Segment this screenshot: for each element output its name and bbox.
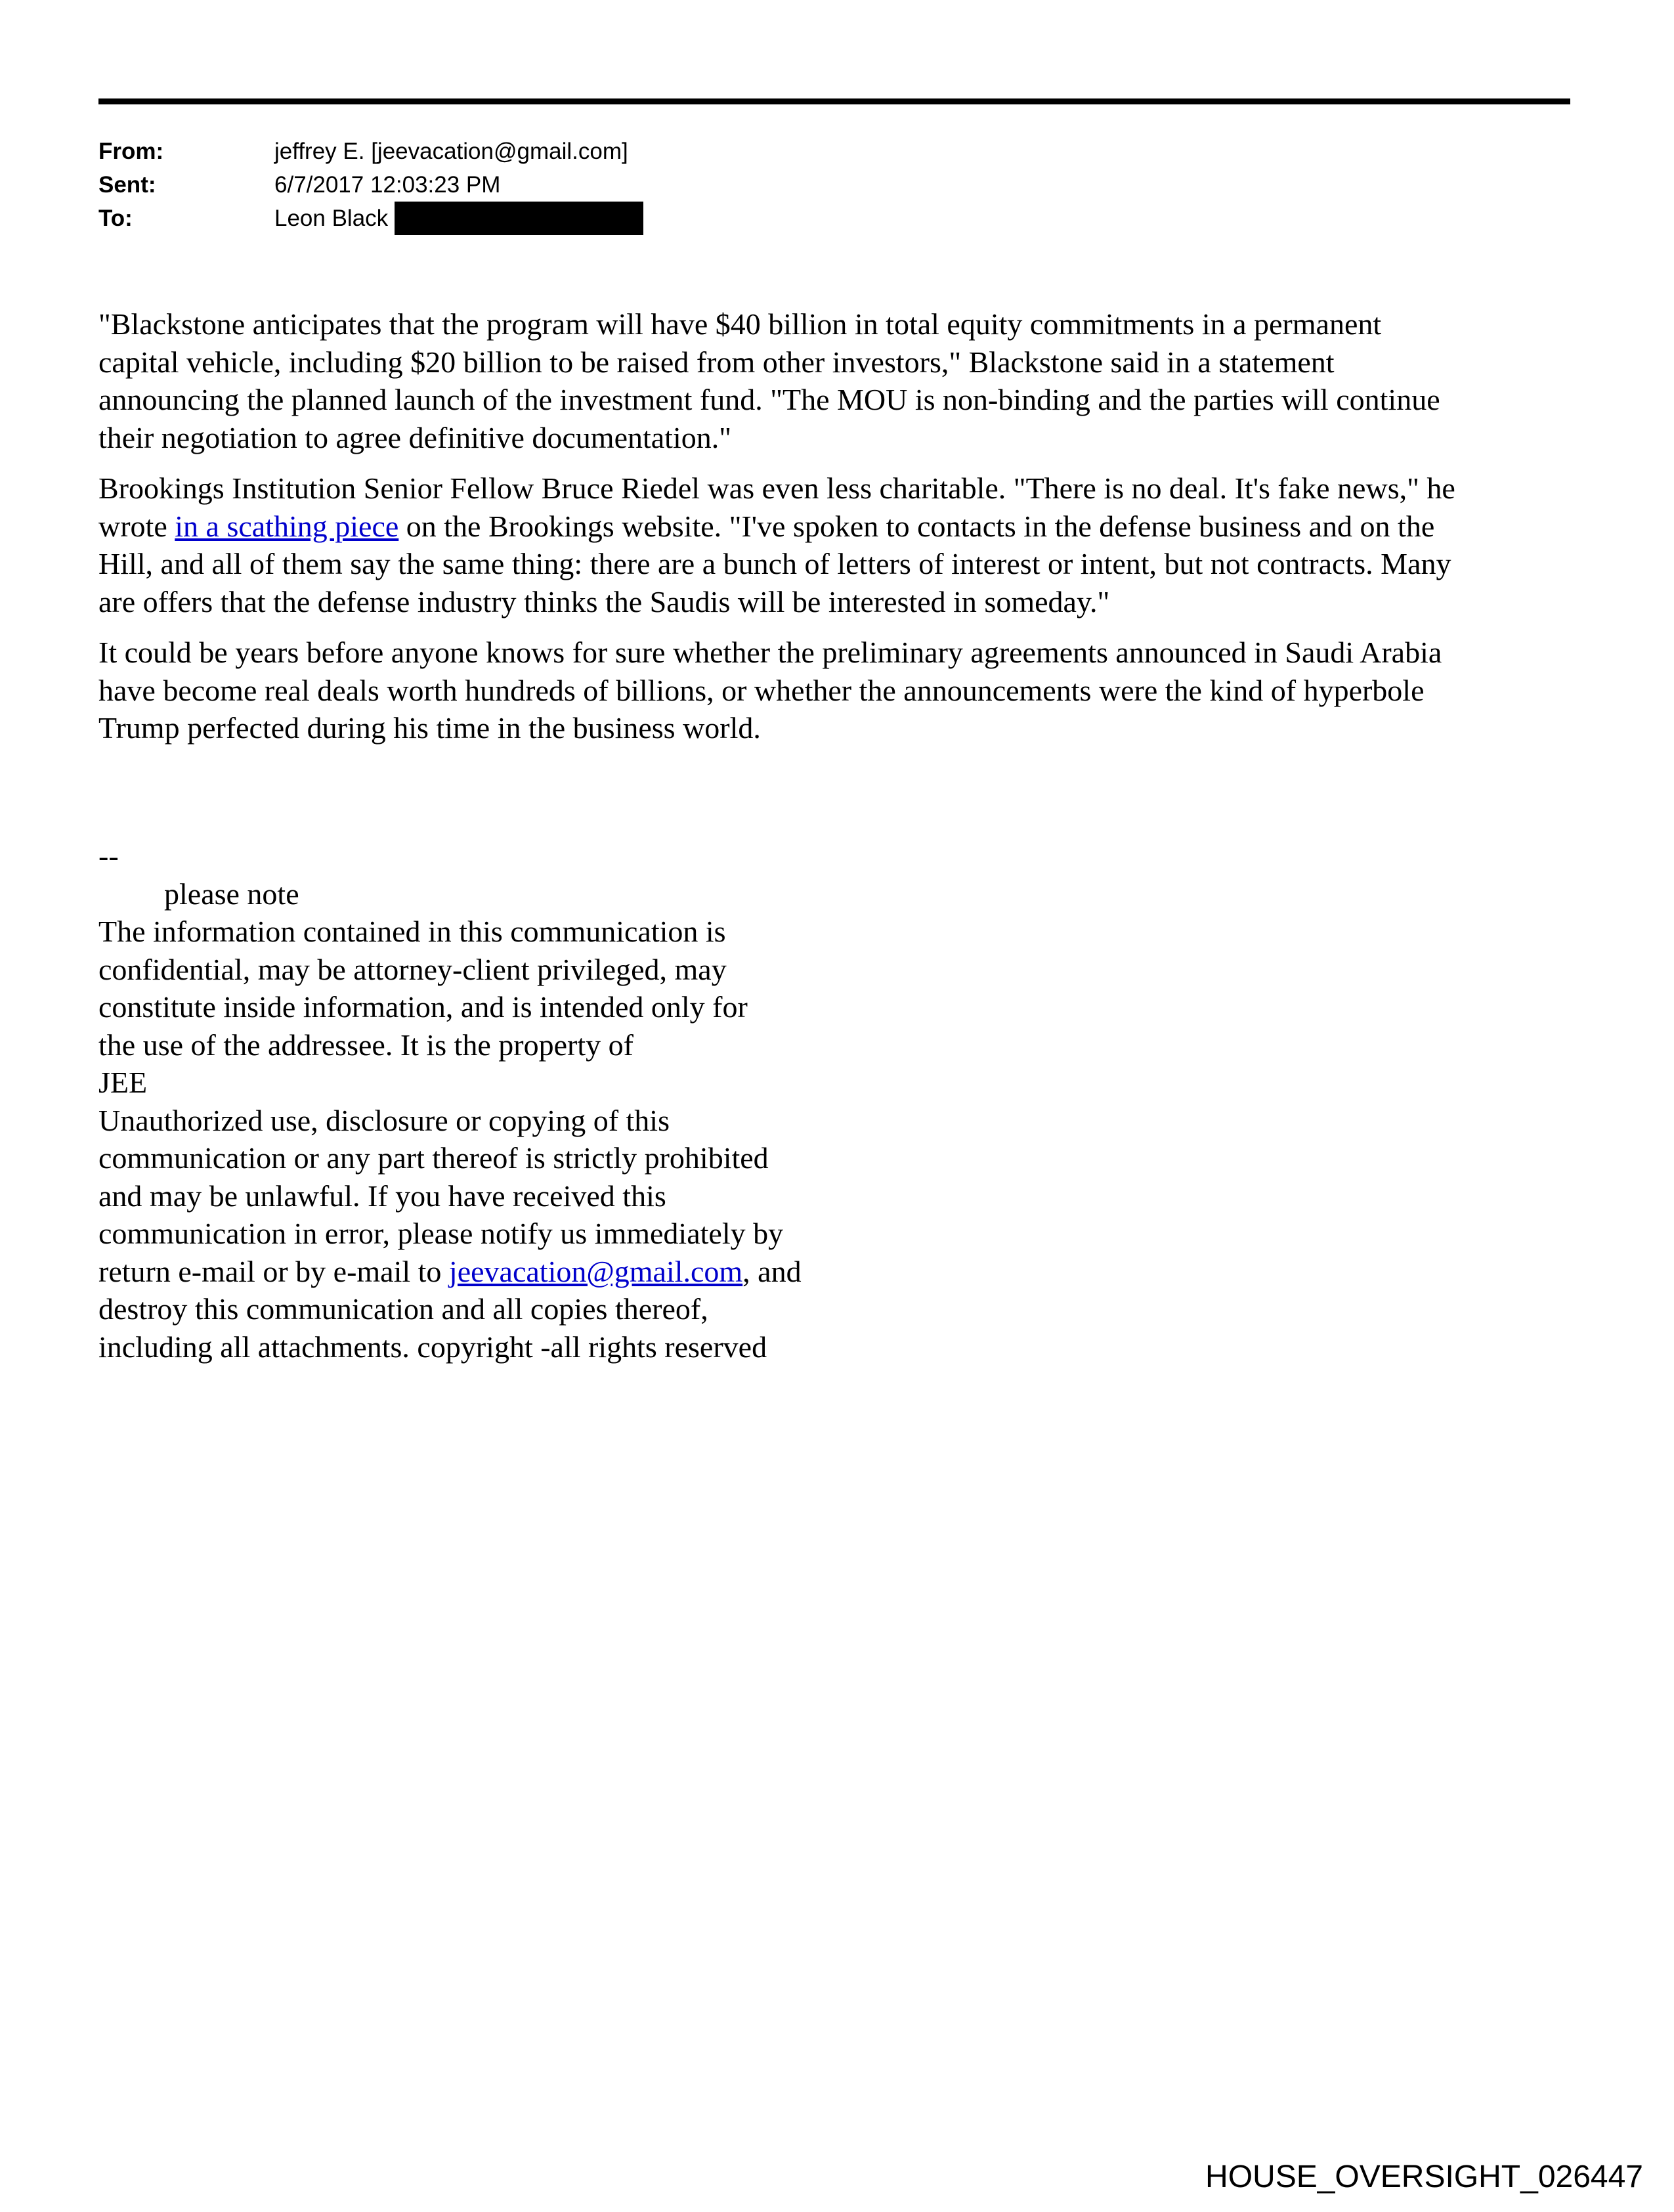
signature-dashes: -- — [98, 839, 119, 873]
please-note: please note — [164, 877, 299, 911]
from-value: jeffrey E. [jeevacation@gmail.com] — [274, 139, 628, 164]
to-value-wrap — [274, 202, 643, 235]
disclaimer-line: communication in error, please notify us immediately by — [98, 1217, 784, 1250]
to-label: To: — [98, 206, 133, 231]
text-segment: wrote — [98, 509, 175, 543]
text-line: "Blackstone anticipates that the program will have $40 billion in total equity commitments in a permanent — [98, 307, 1382, 341]
text-segment: , and — [742, 1254, 802, 1288]
disclaimer-line: Unauthorized use, disclosure or copying of this — [98, 1103, 670, 1137]
disclaimer-line — [98, 1253, 802, 1291]
redaction-box — [395, 202, 643, 235]
text-line: announcing the planned launch of the investment fund. "The MOU is non-binding and the parties will continue — [98, 383, 1440, 416]
sent-value: 6/7/2017 12:03:23 PM — [274, 172, 501, 198]
text-line: their negotiation to agree definitive documentation." — [98, 420, 732, 454]
text-line: Trump perfected during his time in the business world. — [98, 711, 761, 745]
disclaimer-line: and may be unlawful. If you have received this — [98, 1179, 666, 1213]
disclaimer-line: communication or any part thereof is strictly prohibited — [98, 1141, 769, 1175]
disclaimer-line: The information contained in this communication is — [98, 915, 726, 948]
signature-block — [98, 837, 802, 1366]
paragraph-1 — [98, 305, 1608, 456]
email-link[interactable]: jeevacation@gmail.com — [448, 1254, 743, 1288]
disclaimer-line: the use of the addressee. It is the property of — [98, 1028, 633, 1062]
text-line: Hill, and all of them say the same thing: there are a bunch of letters of interest or intent, but not contracts. Many — [98, 547, 1451, 580]
text-segment: on the Brookings website. "I've spoken to contacts in the defense business and on the — [398, 509, 1435, 543]
disclaimer-line: including all attachments. copyright -all rights reserved — [98, 1330, 767, 1364]
text-line: capital vehicle, including $20 billion to be raised from other investors," Blackstone said in a statement — [98, 345, 1335, 379]
bates-number: HOUSE_OVERSIGHT_026447 — [1205, 2159, 1643, 2194]
paragraph-3 — [98, 634, 1608, 747]
paragraph-2 — [98, 469, 1608, 620]
disclaimer-line: destroy this communication and all copies thereof, — [98, 1292, 708, 1326]
text-segment: return e-mail or by e-mail to — [98, 1254, 449, 1288]
disclaimer-line: JEE — [98, 1066, 148, 1099]
disclaimer-line: constitute inside information, and is intended only for — [98, 990, 748, 1024]
text-line: are offers that the defense industry thinks the Saudis will be interested in someday." — [98, 584, 1110, 618]
text-line: have become real deals worth hundreds of billions, or whether the announcements were the kind of hyperbole — [98, 673, 1425, 707]
sent-label: Sent: — [98, 172, 156, 198]
text-line — [98, 508, 1608, 546]
scathing-piece-link[interactable]: in a scathing piece — [175, 509, 399, 543]
text-line: Brookings Institution Senior Fellow Bruce Riedel was even less charitable. "There is no deal. It's fake news," he — [98, 471, 1455, 505]
text-line: It could be years before anyone knows for sure whether the preliminary agreements announced in Saudi Arabia — [98, 636, 1442, 669]
to-value: Leon Black — [274, 206, 389, 231]
header-rule — [98, 98, 1570, 104]
disclaimer-line: confidential, may be attorney-client privileged, may — [98, 952, 727, 986]
email-body — [98, 305, 1608, 760]
from-label: From: — [98, 139, 164, 164]
